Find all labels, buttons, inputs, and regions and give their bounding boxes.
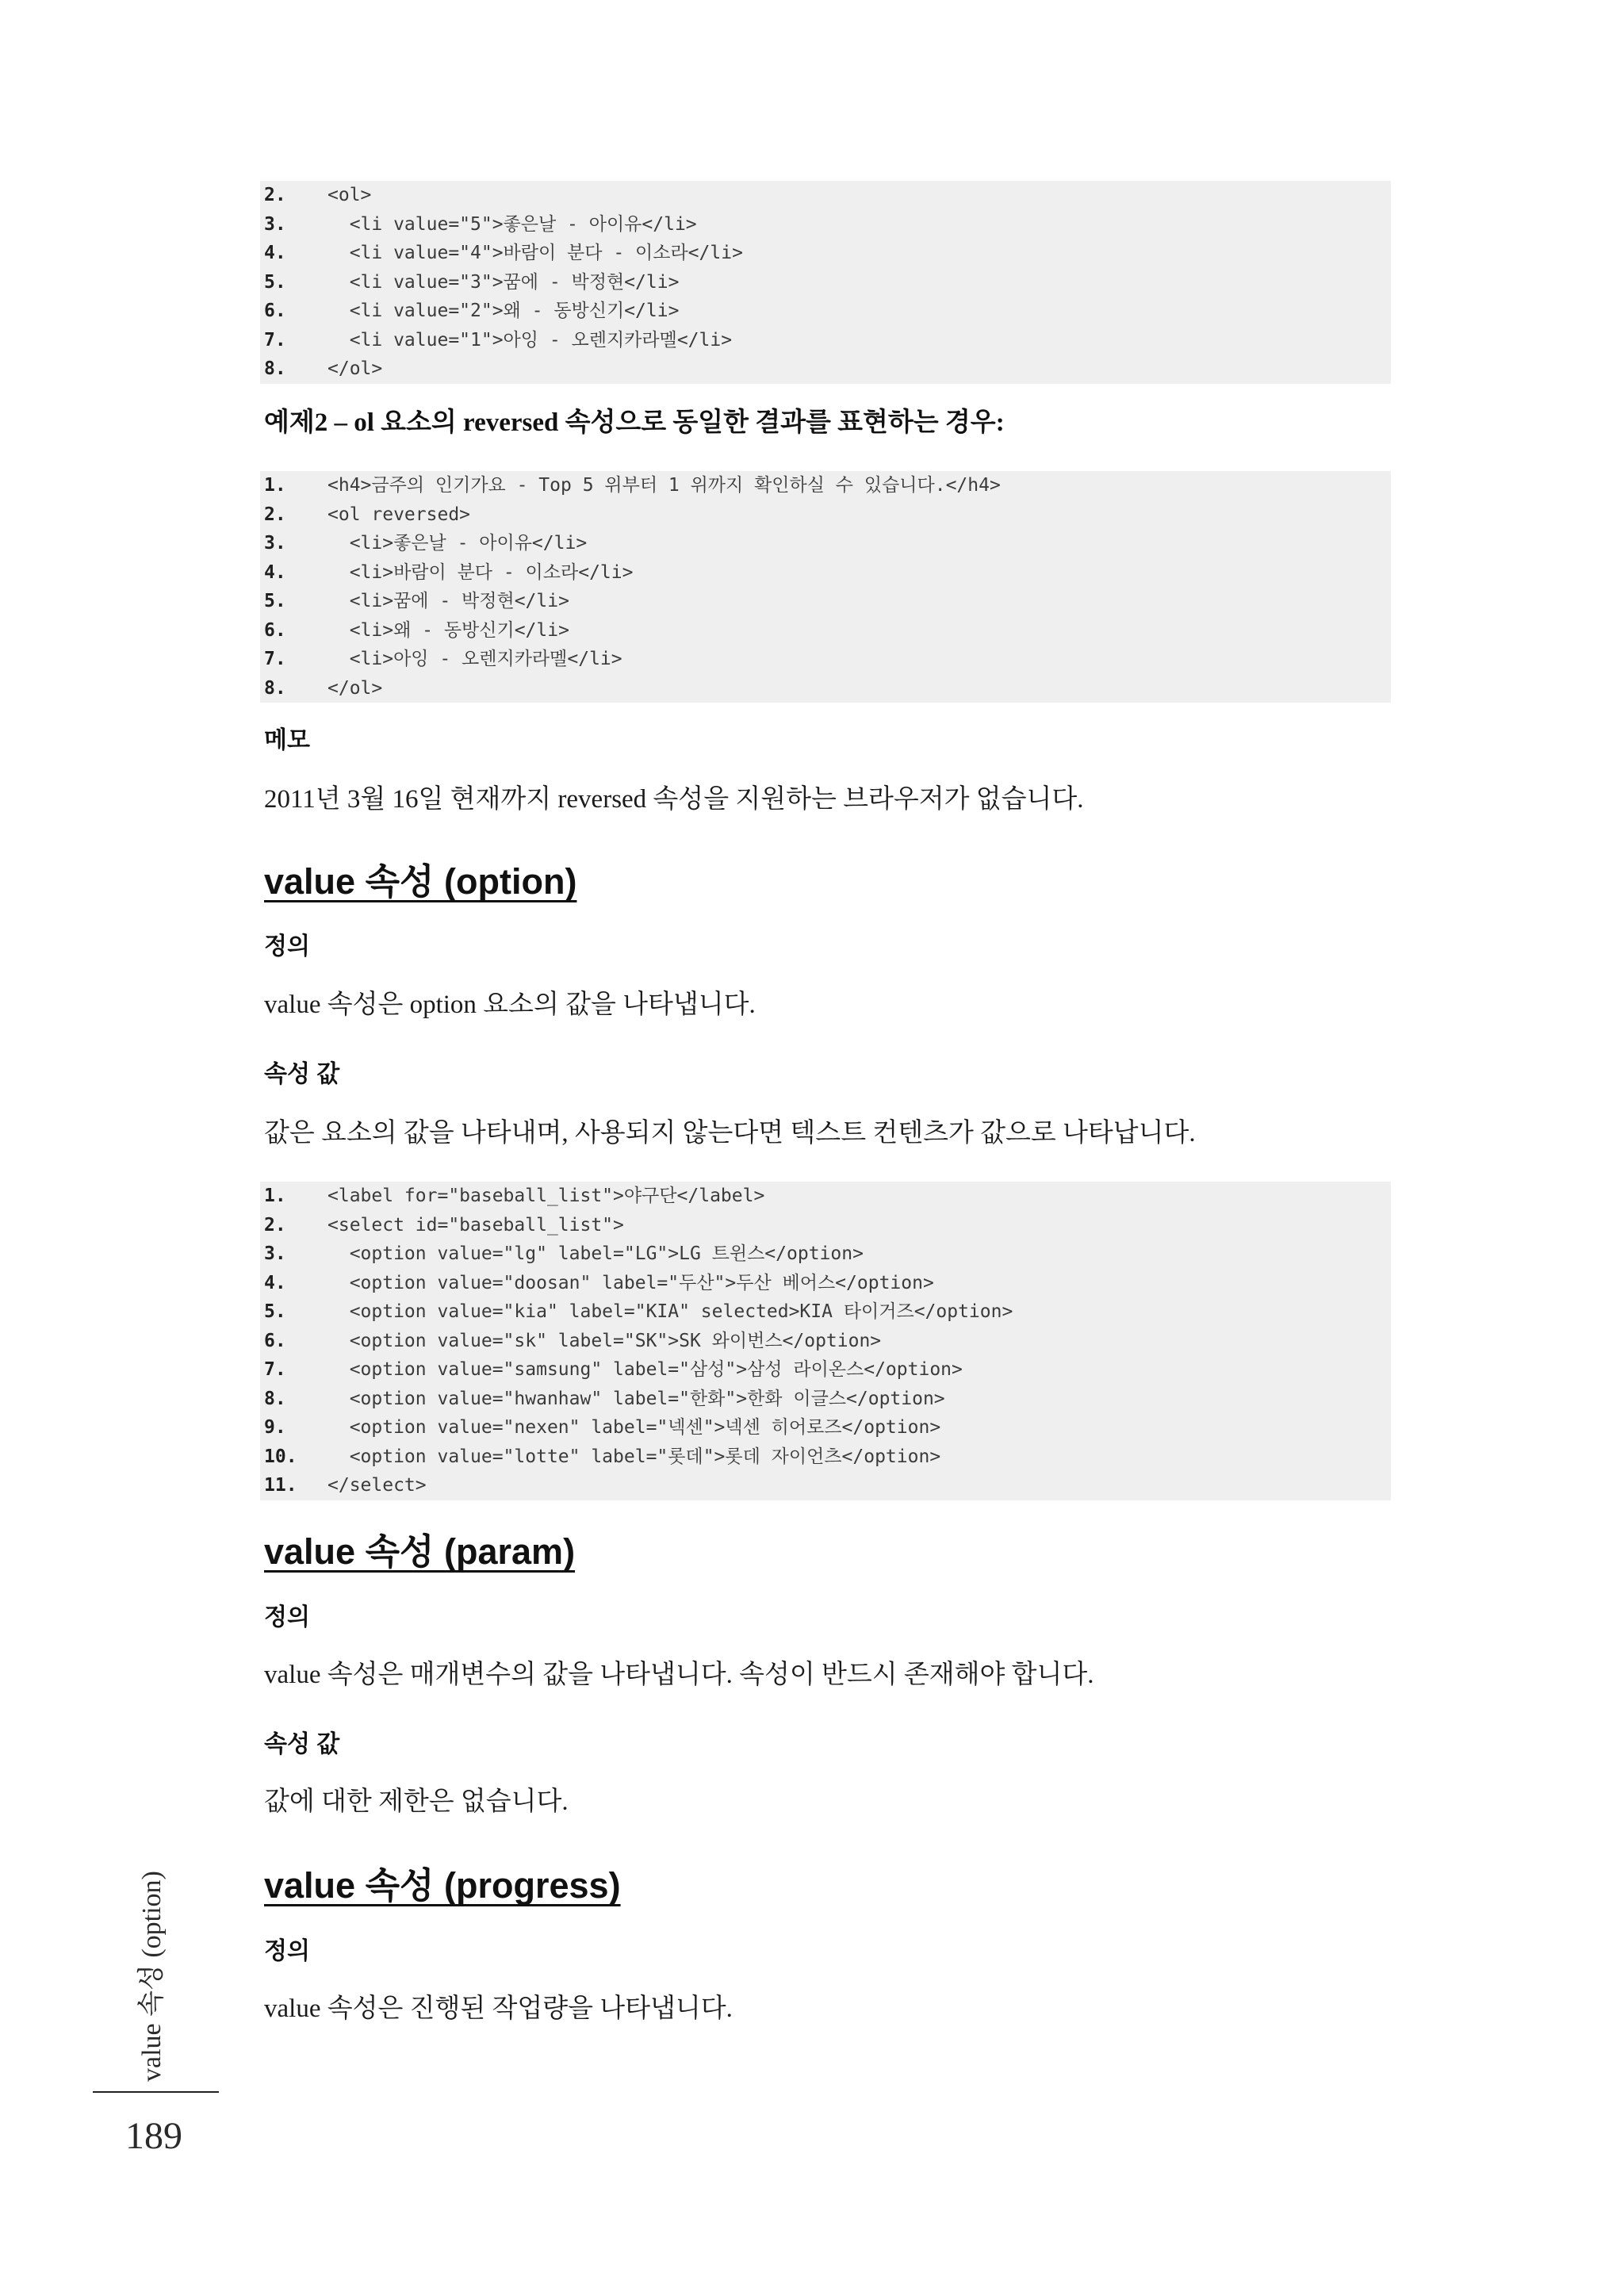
line-number: 11.	[264, 1475, 297, 1496]
code-text: <option value="sk" label="SK">SK 와이번스</option>	[327, 1330, 882, 1351]
line-number: 5.	[264, 591, 286, 611]
code-line	[260, 268, 1391, 297]
code-text: <li value="3">꿈에 - 박정현</li>	[327, 271, 680, 293]
code-text: <ol>	[327, 185, 372, 205]
code-line	[260, 1413, 1391, 1443]
attribute-value-heading: 속성 값	[264, 1731, 340, 1757]
code-text: <li value="5">좋은날 - 아이유</li>	[327, 213, 697, 235]
line-number: 7.	[264, 329, 286, 351]
code-text: <li>꿈에 - 박정현</li>	[327, 591, 569, 611]
line-number: 8.	[264, 1388, 286, 1409]
code-text: <ol reversed>	[327, 504, 471, 525]
code-line	[260, 354, 1391, 384]
code-line	[260, 471, 1391, 500]
section-title-text: value 속성 (progress)	[264, 1865, 621, 1906]
definition-text: value 속성은 매개변수의 값을 나타냅니다. 속성이 반드시 존재해야 합니다.	[264, 1661, 1094, 1689]
definition-heading: 정의	[264, 933, 310, 960]
line-number: 2.	[264, 504, 286, 525]
line-number: 3.	[264, 213, 286, 235]
code-text: </select>	[327, 1475, 427, 1496]
code-line	[260, 326, 1391, 355]
code-text: <li value="1">아잉 - 오렌지카라멜</li>	[327, 329, 733, 351]
code-line	[260, 645, 1391, 674]
code-text: <option value="lotte" label="롯데">롯데 자이언츠</option>	[327, 1446, 941, 1467]
definition-heading: 정의	[264, 1938, 310, 1964]
line-number: 8.	[264, 677, 286, 699]
code-line	[260, 1182, 1391, 1211]
code-line	[260, 1211, 1391, 1240]
code-line	[260, 500, 1391, 530]
side-tab-label: value 속성 (option)	[137, 1871, 167, 2082]
code-line	[260, 239, 1391, 268]
attribute-value-text: 값에 대한 제한은 없습니다.	[264, 1787, 569, 1816]
code-text: <label for="baseball_list">야구단</label>	[327, 1186, 765, 1206]
line-number: 5.	[264, 271, 286, 293]
code-text: <option value="lg" label="LG">LG 트윈스</option>	[327, 1243, 864, 1264]
code-text: <select id="baseball_list">	[327, 1214, 624, 1236]
code-line	[260, 1239, 1391, 1269]
attribute-value-text: 값은 요소의 값을 나타내며, 사용되지 않는다면 텍스트 컨텐츠가 값으로 나타납니다.	[264, 1119, 1196, 1148]
code-line	[260, 587, 1391, 616]
line-number: 5.	[264, 1301, 286, 1322]
code-text: <li>바람이 분다 - 이소라</li>	[327, 561, 634, 583]
code-line	[260, 674, 1391, 703]
definition-text: value 속성은 option 요소의 값을 나타냅니다.	[264, 990, 756, 1019]
code-line	[260, 1385, 1391, 1414]
code-text: <li>아잉 - 오렌지카라멜</li>	[327, 649, 622, 669]
line-number: 4.	[264, 561, 286, 583]
side-tab-rule	[93, 2091, 219, 2093]
line-number: 3.	[264, 1243, 286, 1264]
line-number: 9.	[264, 1417, 286, 1438]
line-number: 6.	[264, 619, 286, 641]
code-line	[260, 1327, 1391, 1356]
code-listing-ol-reversed	[260, 471, 1391, 703]
section-title-text: value 속성 (param)	[264, 1531, 576, 1572]
code-text: </ol>	[327, 677, 383, 699]
code-line	[260, 297, 1391, 326]
memo-text: 2011년 3월 16일 현재까지 reversed 속성을 지원하는 브라우저가 없습니다.	[264, 785, 1084, 814]
code-text: <li>좋은날 - 아이유</li>	[327, 533, 588, 554]
code-text: <h4>금주의 인기가요 - Top 5 위부터 1 위까지 확인하실 수 있습니다.</h4>	[327, 475, 1001, 496]
definition-heading: 정의	[264, 1604, 310, 1630]
line-number: 7.	[264, 649, 286, 669]
line-number: 2.	[264, 185, 286, 205]
code-text: <option value="nexen" label="넥센">넥센 히어로즈</option>	[327, 1417, 941, 1438]
line-number: 1.	[264, 1186, 286, 1206]
code-line	[260, 1355, 1391, 1385]
code-listing-ol-value	[260, 181, 1391, 384]
code-text: </ol>	[327, 358, 383, 379]
example-caption: 예제2 – ol 요소의 reversed 속성으로 동일한 결과를 표현하는 경우:	[264, 408, 1005, 437]
code-text: <option value="kia" label="KIA" selected>KIA 타이거즈</option>	[327, 1301, 1013, 1322]
line-number: 6.	[264, 1330, 286, 1351]
code-line	[260, 1471, 1391, 1500]
code-line	[260, 1443, 1391, 1472]
line-number: 4.	[264, 243, 286, 263]
code-listing-select-options	[260, 1182, 1391, 1500]
code-text: <option value="samsung" label="삼성">삼성 라이온스</option>	[327, 1359, 963, 1380]
code-text: <li value="2">왜 - 동방신기</li>	[327, 301, 680, 321]
code-line	[260, 558, 1391, 588]
code-line	[260, 210, 1391, 239]
line-number: 1.	[264, 475, 286, 496]
code-text: <li>왜 - 동방신기</li>	[327, 619, 569, 641]
code-line	[260, 529, 1391, 558]
definition-text: value 속성은 진행된 작업량을 나타냅니다.	[264, 1994, 733, 2023]
section-title	[264, 1528, 575, 1576]
line-number: 2.	[264, 1214, 286, 1236]
section-title	[264, 1862, 621, 1910]
code-line	[260, 1269, 1391, 1298]
line-number: 10.	[264, 1446, 297, 1467]
line-number: 8.	[264, 358, 286, 379]
attribute-value-heading: 속성 값	[264, 1061, 340, 1087]
memo-heading: 메모	[264, 727, 310, 753]
code-text: <option value="hwanhaw" label="한화">한화 이글스</option>	[327, 1388, 945, 1409]
line-number: 7.	[264, 1359, 286, 1380]
code-line	[260, 1297, 1391, 1327]
line-number: 4.	[264, 1272, 286, 1293]
code-text: <li value="4">바람이 분다 - 이소라</li>	[327, 243, 743, 263]
page-number: 189	[125, 2115, 182, 2157]
code-line	[260, 616, 1391, 646]
code-text: <option value="doosan" label="두산">두산 베어스</option>	[327, 1272, 934, 1293]
line-number: 3.	[264, 533, 286, 554]
section-title	[264, 858, 576, 906]
code-line	[260, 181, 1391, 210]
line-number: 6.	[264, 301, 286, 321]
section-title-text: value 속성 (option)	[264, 861, 577, 902]
